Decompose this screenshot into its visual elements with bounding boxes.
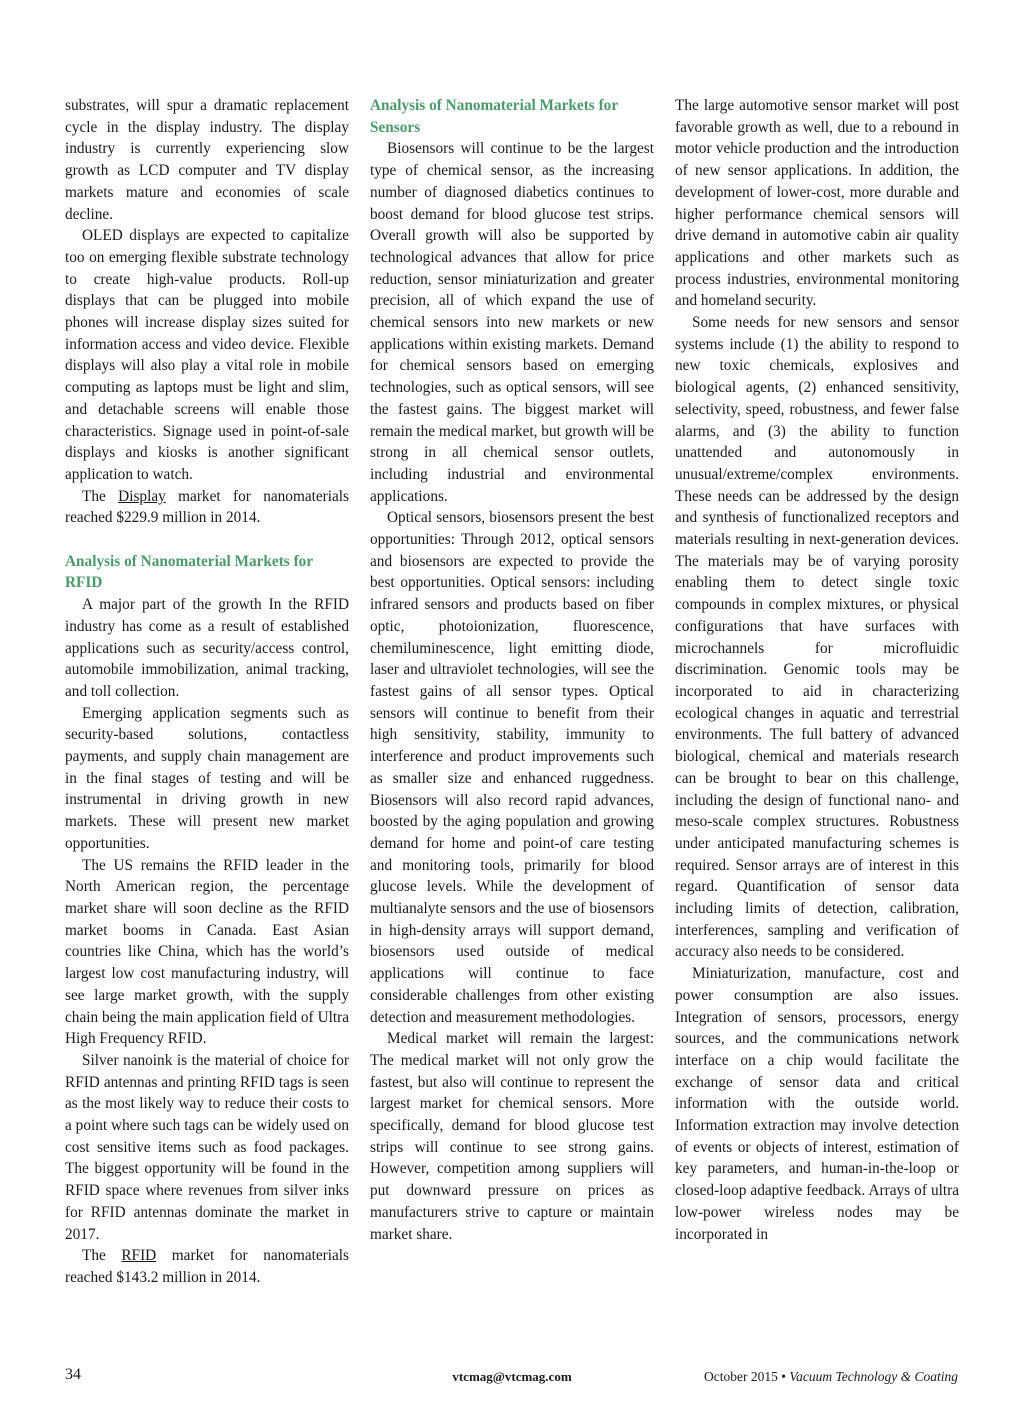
issue-info — [704, 1369, 958, 1385]
bullet-separator: • — [781, 1369, 786, 1384]
text-span: market for nanomaterials reached $143.2 million in 2014. — [65, 1247, 350, 1286]
column-left — [65, 95, 349, 1289]
text-span: The — [82, 1247, 122, 1265]
paragraph: The large automotive sensor market will post favorable growth as well, due to a rebound in motor vehicle production and the introduction of new sensor applications. In addition, the development of lower-cost, more durable and higher performance chemical sensors will drive demand in automotive cabin air quality applications and other markets such as process industries, environmental monitoring and homeland security. — [675, 97, 959, 310]
section-heading-sensors: Analysis of Nanomaterial Markets for Sensors — [370, 97, 618, 136]
paragraph-rfid-market — [65, 1245, 349, 1288]
magazine-title: Vacuum Technology & Coating — [789, 1369, 958, 1384]
section-heading-rfid: Analysis of Nanomaterial Markets for RFID — [65, 552, 313, 592]
paragraph: Miniaturization, manufacture, cost and power consumption are also issues. Integration of sensors, processors, energy sources, and the communications network interface on a chip would facilitate the exchange of sensor data and critical information with the outside world. Information extraction may involve detection of events or objects of interest, estimation of key parameters, and human-in-the-loop or closed-loop adaptive feedback. Arrays of ultra low-power wireless nodes may be incorporated in — [675, 965, 959, 1243]
page-number: 34 — [65, 1366, 81, 1383]
column-middle — [370, 95, 654, 1245]
paragraph: Emerging application segments such as security-based solutions, contactless payments, and supply chain management are in the final stages of testing and will be instrumental in driving growth in new markets. These will present new market opportunities. — [65, 704, 349, 852]
paragraph: Optical sensors, biosensors present the best opportunities: Through 2012, optical sensors and biosensors are expected to provide the best opportunities. Optical sensors: including infrared sensors and products based on fiber optic, photoionization, fluorescence, chemiluminescence, light emitting diode, laser and ultraviolet technologies, will see the fastest gains of all sensor types. Optical sensors will continue to benefit from their high sensitivity, stability, immunity to interference and product improvements such as smaller size and enhanced ruggedness. Biosensors will also record rapid advances, boosted by the aging population and growing demand for home and point-of care testing and monitoring tools, primarily for blood glucose levels. While the development of multianalyte sensors and the use of biosensors in high-density arrays will support demand, biosensors used outside of medical applications will continue to face considerable challenges from other existing detection and measurement methodologies. — [370, 509, 654, 1026]
text-span: market for nanomaterials reached $229.9 million in 2014. — [65, 487, 350, 527]
paragraph: OLED displays are expected to capitalize too on emerging flexible substrate technology to create high-value products. Roll-up displays that can be plugged into mobile phones will increase display sizes suited for information access and video device. Flexible displays will also play a vital role in mobile computing as laptops must be light and slim, and detachable screens will enable those characteristics. Signage used in point-of-sale displays and kiosks is another significant application to watch. — [65, 227, 349, 483]
paragraph: substrates, will spur a dramatic replacement cycle in the display industry. The display industry is currently experiencing slow growth as LCD computer and TV display markets mature and economies of scale decline. — [65, 97, 349, 223]
paragraph: Some needs for new sensors and sensor systems include (1) the ability to respond to new toxic chemicals, explosives and biological agents, (2) enhanced sensitivity, selectivity, speed, robustness, and fewer false alarms, and (3) the ability to function unattended and autonomously in unusual/extreme/complex environments. These needs can be addressed by the design and synthesis of functionalized receptors and materials resulting in next-generation devices. The materials may be of varying porosity enabling them to detect single toxic compounds in complex mixtures, or physical configurations that have surfaces with microchannels for microfluidic discrimination. Genomic tools may be incorporated to aid in characterizing ecological changes in aquatic and terrestrial environments. The full battery of advanced biological, chemical and materials research can be brought to bear on this challenge, including the design of functional nano- and meso-scale complex structures. Robustness under anticipated manufacturing schemes is required. Sensor arrays are of interest in this regard. Quantification of sensor data including limits of detection, calibration, interferences, sampling and verification of accuracy also needs to be considered. — [675, 314, 959, 961]
paragraph: A major part of the growth In the RFID industry has come as a result of established applications such as security/access control, automobile immobilization, animal tracking, and toll collection. — [65, 596, 349, 700]
display-link[interactable]: Display — [118, 487, 166, 505]
contact-email[interactable]: vtcmag@vtcmag.com — [452, 1369, 572, 1384]
paragraph: Biosensors will continue to be the largest type of chemical sensor, as the increasing number of diagnosed diabetics continues to boost demand for blood glucose test strips. Overall growth will also be supported by technological advances that allow for price reduction, sensor miniaturization and greater precision, all of which expand the use of chemical sensors into new markets or new applications within existing markets. Demand for chemical sensors based on emerging technologies, such as optical sensors, will see the fastest gains. The biggest market will remain the medical market, but growth will be strong in all chemical sensor outlets, including industrial and environmental applications. — [370, 140, 654, 505]
text-span: The — [82, 487, 119, 505]
paragraph: Medical market will remain the largest: The medical market will not only grow the fastest, but also will continue to represent the largest market for chemical sensors. More specifically, demand for blood glucose test strips will continue to see strong gains. However, competition among suppliers will put downward pressure on prices as manufacturers strive to capture or maintain market share. — [370, 1030, 654, 1243]
issue-date: October 2015 — [704, 1369, 778, 1384]
paragraph: The US remains the RFID leader in the North American region, the percentage market share will soon decline as the RFID market booms in Canada. East Asian countries like China, which has the world’s largest low cost manufacturing industry, will see large market growth, with the supply chain being the main application field of Ultra High Frequency RFID. — [65, 856, 349, 1048]
column-right — [675, 95, 959, 1245]
paragraph-display-market — [65, 486, 349, 529]
page-footer — [0, 1366, 1024, 1390]
rfid-link[interactable]: RFID — [121, 1247, 157, 1265]
paragraph: Silver nanoink is the material of choice for RFID antennas and printing RFID tags is seen as the most likely way to reduce their costs to a point where such tags can be widely used on cost sensitive items such as food packages. The biggest opportunity will be found in the RFID space where revenues from silver inks for RFID antennas dominate the market in 2017. — [65, 1051, 349, 1243]
